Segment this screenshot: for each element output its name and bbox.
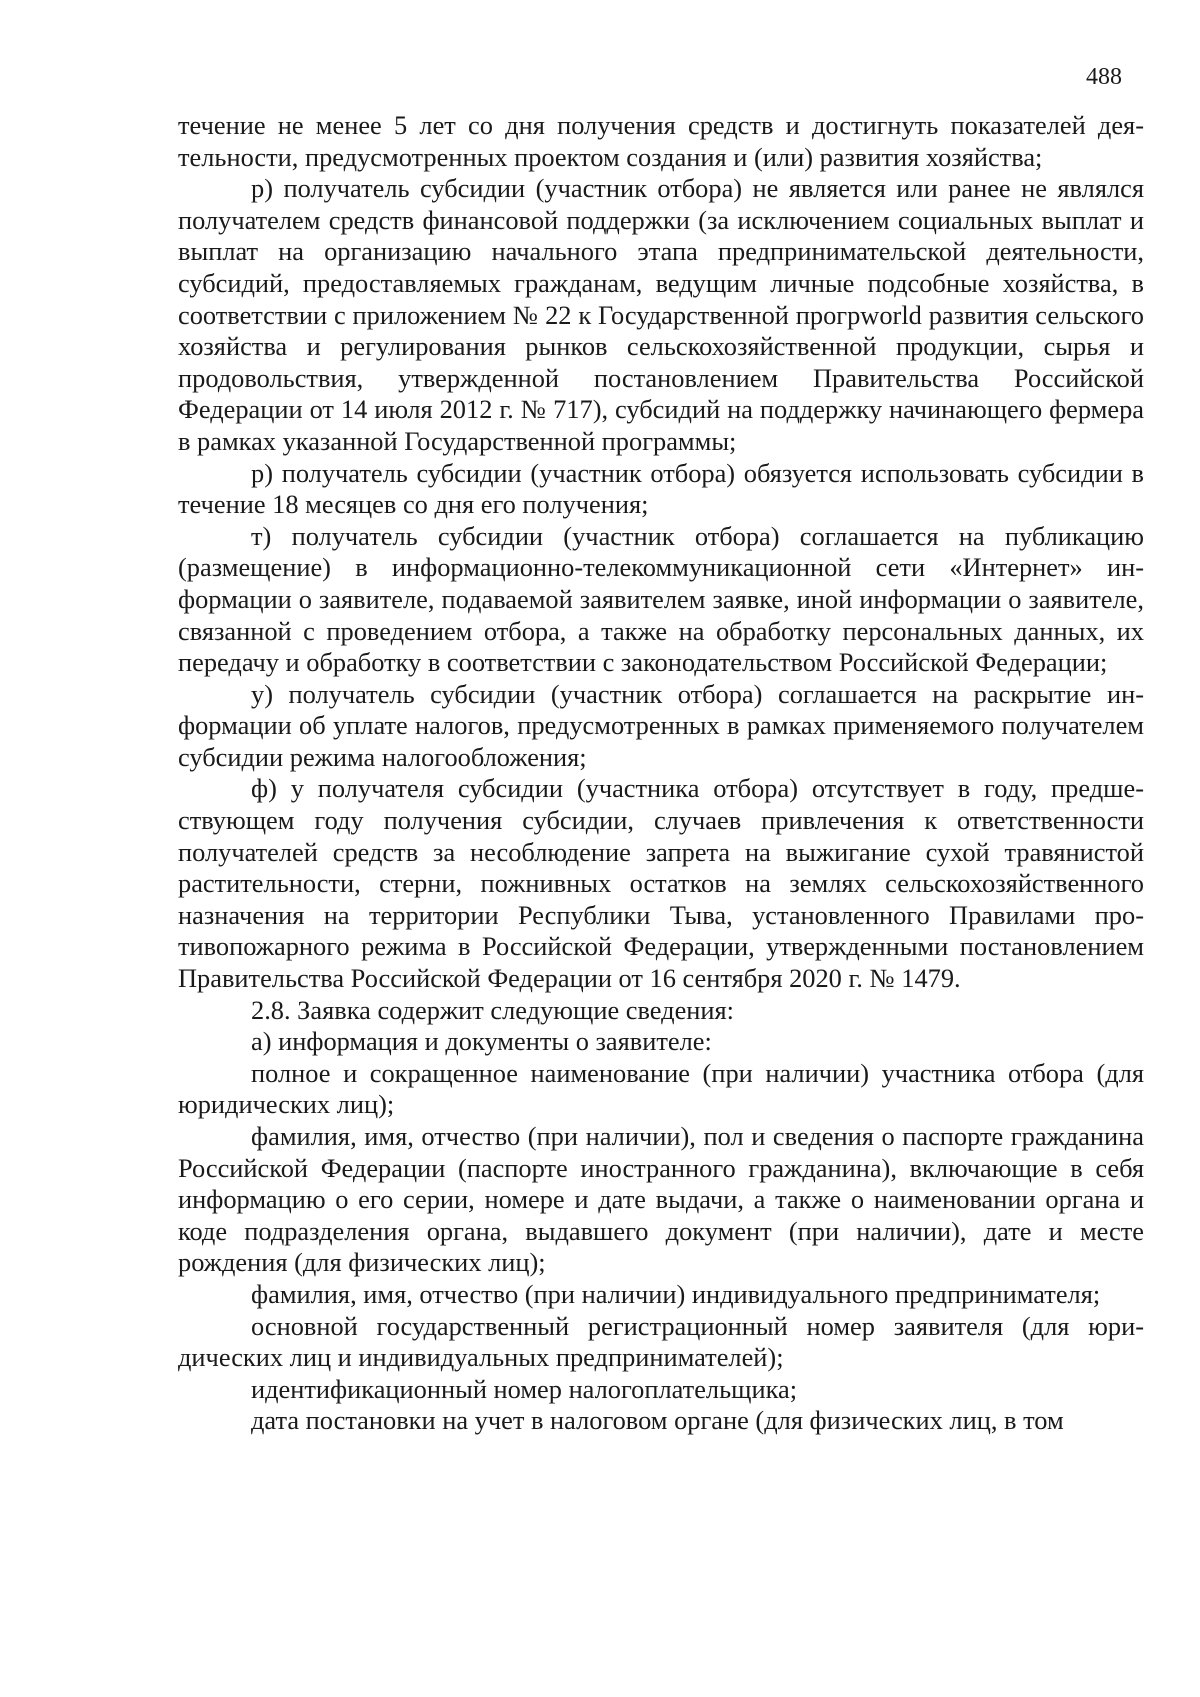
document-body	[178, 110, 1144, 1437]
paragraph: р) получатель субсидии (участник отбора) обязуется использовать субсидии в течение 18 месяцев со дня его получения;	[178, 457, 1144, 520]
paragraph: течение не менее 5 лет со дня получения средств и достигнуть показателей деятельности, предусмотренных проектом создания и (или) развития хозяйства;	[178, 110, 1144, 172]
page-number: 488	[1086, 64, 1122, 90]
paragraph: ф) у получателя субсидии (участника отбора) отсутствует в году, предшествующем году получения субсидии, случаев привлечения к ответственности получателей средств за несоблюдение запрета на выжигание сухой травянистой растительности, стерни, пожнивных остатков на землях сельскохозяйственного назначения на территории Республики Тыва, установленного Правилами противопожарного режима в Российской Федерации, утвержденными постановлением Правительства Российской Федерации от 16 сентября 2020 г. № 1479.	[178, 773, 1144, 994]
paragraph: р) получатель субсидии (участник отбора) не является или ранее не являлся получателем средств финансовой поддержки (за исключением социальных выплат и выплат на организацию начального этапа предпринимательской деятельности, субсидий, предоставляемых гражданам, ведущим личные подсобные хозяйства, в соответствии с приложением № 22 к Государственной прогрworld развития сельского хозяйства и регулирования рынков сельскохозяйственной продукции, сырья и продовольствия, утвержденной постановлением Правительства Российской Федерации от 14 июля 2012 г. № 717), субсидий на поддержку начинающего фермера в рамках указанной Государственной программы;	[178, 173, 1144, 456]
paragraph: 2.8. Заявка содержит следующие сведения:	[251, 994, 735, 1025]
paragraph: полное и сокращенное наименование (при наличии) участника отбора (для юридических лиц);	[178, 1057, 1144, 1120]
paragraph: у) получатель субсидии (участник отбора) соглашается на раскрытие информации об уплате налогов, предусмотренных в рамках применяемого получателем субсидии режима налогообложения;	[178, 678, 1144, 772]
paragraph: а) информация и документы о заявителе:	[251, 1026, 712, 1057]
paragraph: идентификационный номер налогоплательщика;	[251, 1373, 798, 1404]
paragraph: т) получатель субсидии (участник отбора) соглашается на публикацию (размещение) в информационно-телекоммуникационной сети «Интернет» информации о заявителе, подаваемой заявителем заявке, иной информации о заявителе, связанной с проведением отбора, а также на обработку персональных данных, их передачу и обработку в соответствии с законодательством Российской Федерации;	[178, 520, 1144, 678]
paragraph: основной государственный регистрационный номер заявителя (для юридических лиц и индивидуальных предпринимателей);	[178, 1310, 1144, 1373]
paragraph: фамилия, имя, отчество (при наличии) индивидуального предпринимателя;	[251, 1278, 1101, 1309]
paragraph: дата постановки на учет в налоговом органе (для физических лиц, в том	[251, 1405, 1064, 1436]
paragraph: фамилия, имя, отчество (при наличии), пол и сведения о паспорте гражданина Российской Федерации (паспорте иностранного гражданина), включающие в себя информацию о его серии, номере и дате выдачи, а также о наименовании органа и коде подразделения органа, выдавшего документ (при наличии), дате и месте рождения (для физических лиц);	[178, 1121, 1144, 1278]
